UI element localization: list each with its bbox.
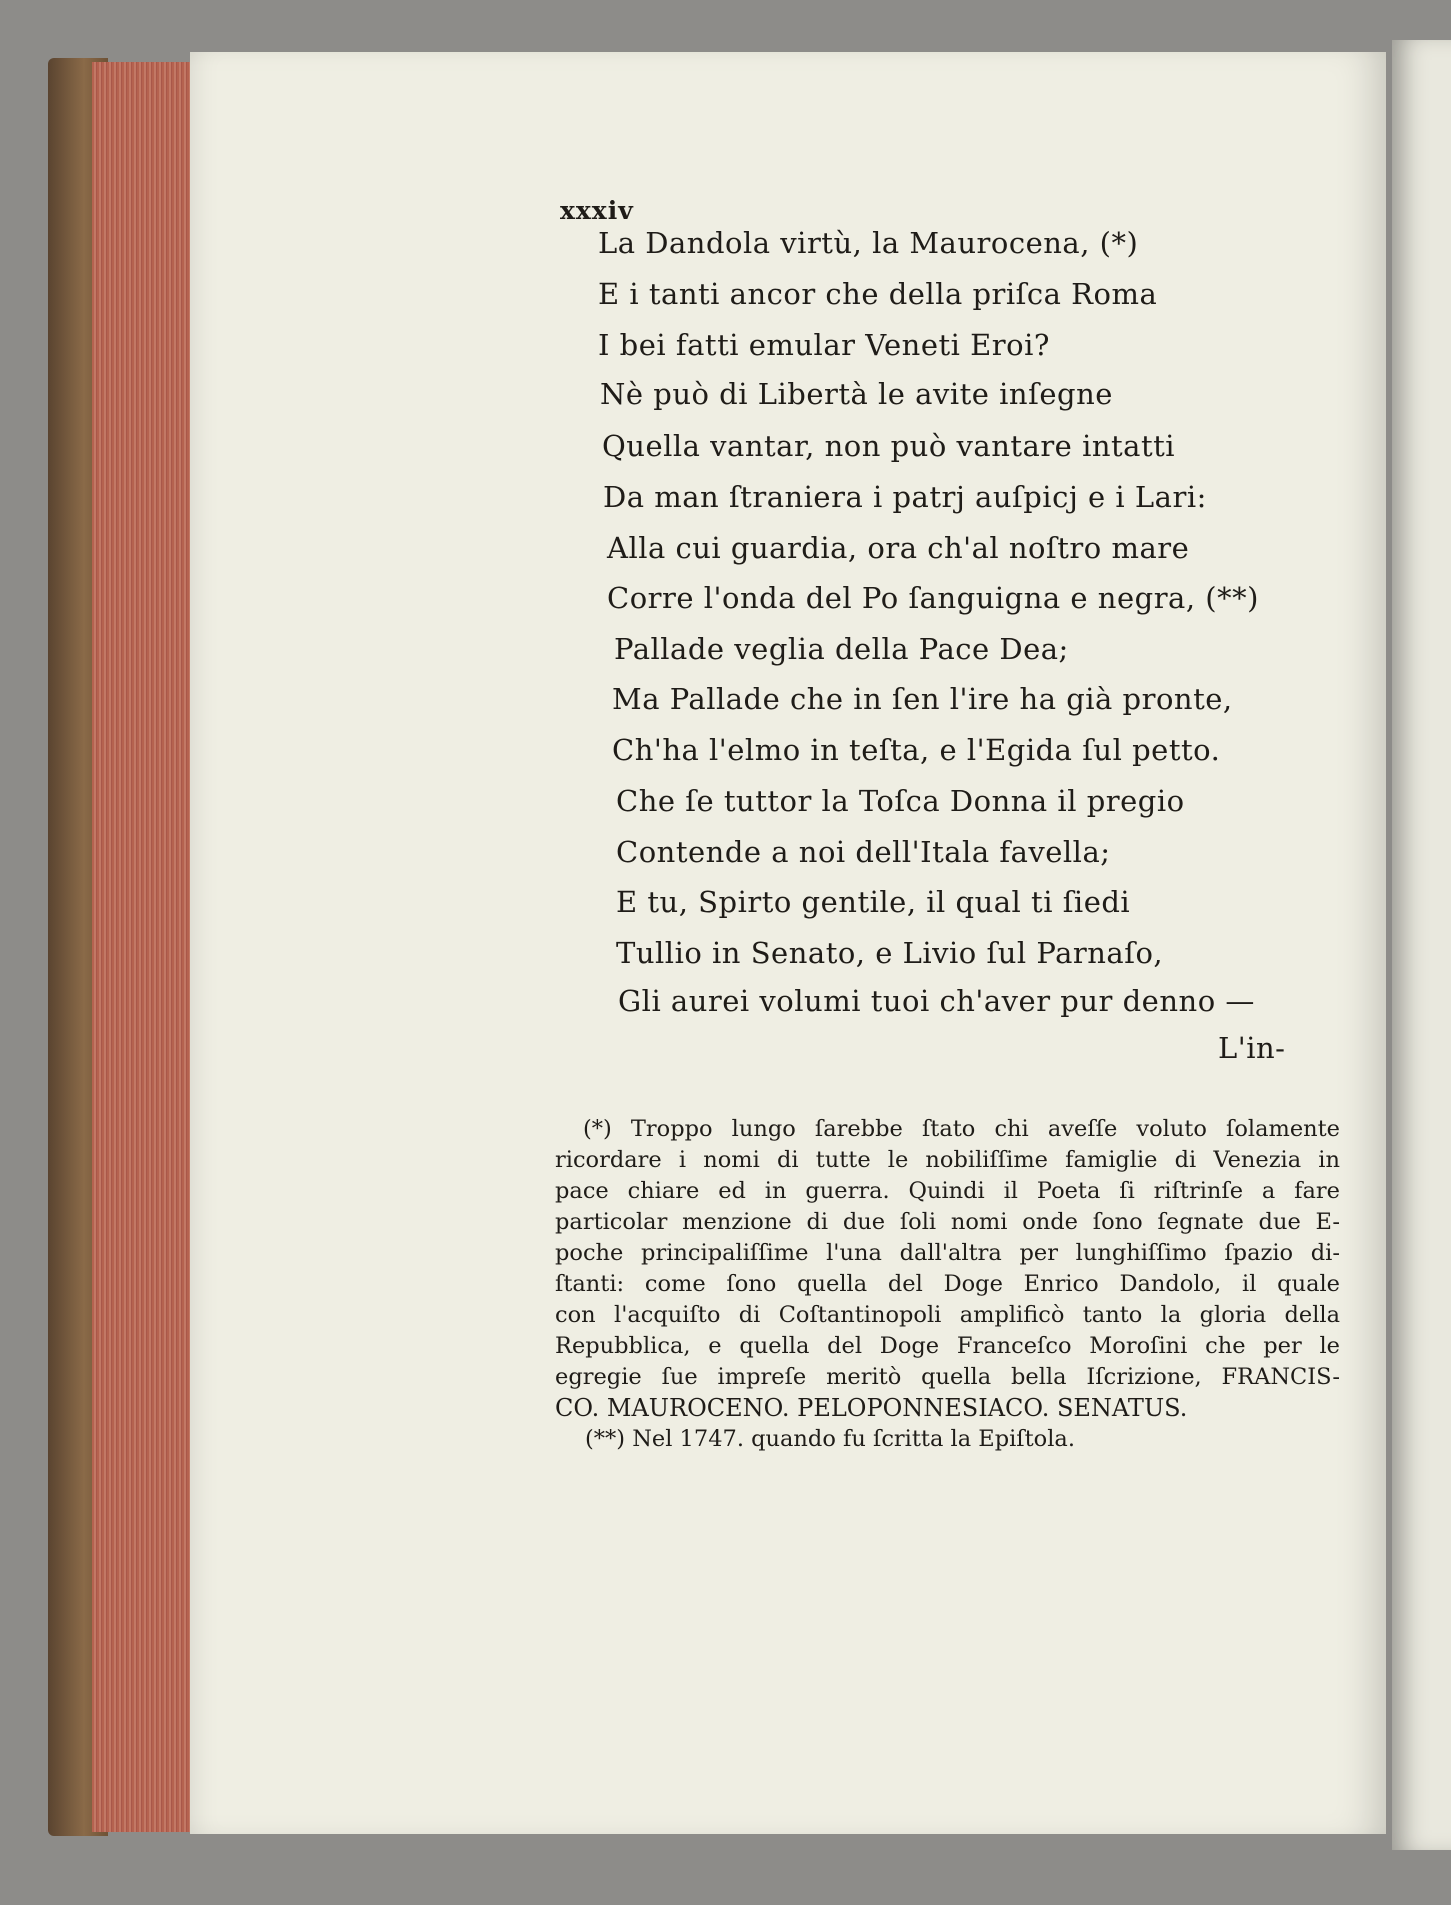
footnote-line: con l'acquiſto di Coſtantinopoli amplificò tanto la gloria della bbox=[555, 1302, 1340, 1328]
page-edges bbox=[92, 62, 192, 1832]
footnote-line: egregie ſue impreſe meritò quella bella Iſcrizione, FRANCIS- bbox=[555, 1364, 1340, 1390]
verse-line: Da man ſtraniera i patrj auſpicj e i Lari: bbox=[603, 480, 1207, 514]
verse-line: Pallade veglia della Pace Dea; bbox=[614, 632, 1069, 666]
footnote-line: ſtanti: come ſono quella del Doge Enrico Dandolo, il quale bbox=[555, 1271, 1340, 1297]
footnote-line: ricordare i nomi di tutte le nobiliſſime famiglie di Venezia in bbox=[555, 1147, 1340, 1173]
verse-line: Alla cui guardia, ora ch'al noſtro mare bbox=[607, 531, 1190, 565]
verse-line: Quella vantar, non può vantare intatti bbox=[602, 429, 1176, 463]
footnote-line: (**) Nel 1747. quando fu ſcritta la Epiſtola. bbox=[585, 1426, 1075, 1452]
facing-page bbox=[1392, 40, 1451, 1850]
verse-line: La Dandola virtù, la Maurocena, (*) bbox=[598, 226, 1139, 260]
verse-line: I bei fatti emular Veneti Eroi? bbox=[598, 328, 1050, 362]
verse-line: Ch'ha l'elmo in teſta, e l'Egida ſul petto. bbox=[612, 733, 1221, 767]
verse-line: E i tanti ancor che della priſca Roma bbox=[598, 277, 1158, 311]
verse-line: Gli aurei volumi tuoi ch'aver pur denno — bbox=[618, 984, 1255, 1018]
verse-line: Corre l'onda del Po ſanguigna e negra, (**) bbox=[607, 581, 1259, 615]
verse-line: Contende a noi dell'Itala favella; bbox=[616, 835, 1111, 869]
verse-line: Nè può di Libertà le avite inſegne bbox=[600, 377, 1113, 411]
footnote-line: poche principaliſſime l'una dall'altra per lunghiſſimo ſpazio di- bbox=[555, 1240, 1340, 1266]
footnote-line: CO. MAUROCENO. PELOPONNESIACO. SENATUS. bbox=[555, 1394, 1188, 1422]
footnote-line: Repubblica, e quella del Doge Franceſco Moroſini che per le bbox=[555, 1333, 1340, 1359]
footnote-line: particolar menzione di due ſoli nomi onde ſono ſegnate due E- bbox=[555, 1209, 1340, 1235]
footnote-line: pace chiare ed in guerra. Quindi il Poeta ſi riſtrinſe a fare bbox=[555, 1178, 1340, 1204]
catchword: L'in- bbox=[1218, 1031, 1286, 1065]
verse-line: Che ſe tuttor la Toſca Donna il pregio bbox=[616, 784, 1185, 818]
verse-line: E tu, Spirto gentile, il qual ti ſiedi bbox=[616, 885, 1131, 919]
verse-line: Tullio in Senato, e Livio ſul Parnaſo, bbox=[616, 936, 1164, 970]
verse-line: Ma Pallade che in ſen l'ire ha già pronte, bbox=[612, 682, 1233, 716]
footnote-line: (*) Troppo lungo ſarebbe ſtato chi aveſſe voluto ſolamente bbox=[583, 1116, 1340, 1142]
page-number: xxxiv bbox=[560, 196, 634, 225]
